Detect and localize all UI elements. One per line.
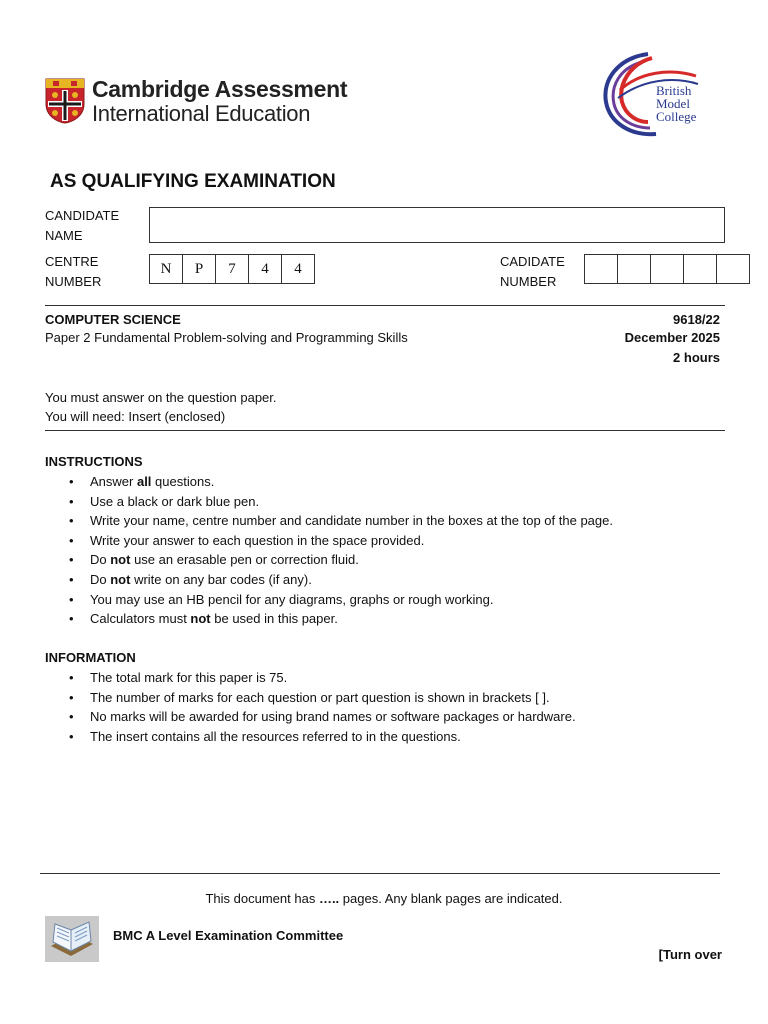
subject-name: COMPUTER SCIENCE <box>45 312 181 327</box>
information-list <box>45 668 576 746</box>
page-count-note: This document has ….. pages. Any blank pages are indicated. <box>205 891 563 906</box>
requirement-line: You will need: Insert (enclosed) <box>45 409 226 424</box>
centre-number-cell[interactable]: 4 <box>281 254 315 284</box>
candidate-name-label-line2: NAME <box>45 228 83 243</box>
centre-number-label <box>45 252 101 292</box>
divider <box>45 305 725 306</box>
candidate-name-label <box>45 206 119 246</box>
college-logo-line2: Model <box>656 96 690 111</box>
candidate-number-cell[interactable] <box>716 254 750 284</box>
centre-number-cell[interactable]: 4 <box>248 254 282 284</box>
list-item: • Answer all questions. <box>45 472 613 492</box>
list-item: • Write your name, centre number and candidate number in the boxes at the top of the page. <box>45 511 613 531</box>
college-logo-line3: College <box>656 109 697 124</box>
open-book-icon <box>45 916 99 962</box>
centre-number-label-line1: CENTRE <box>45 254 99 269</box>
list-item: • The number of marks for each question or part question is shown in brackets [ ]. <box>45 688 576 708</box>
college-logo-line1: British <box>656 83 692 98</box>
centre-number-boxes <box>149 254 315 284</box>
list-item: • Use a black or dark blue pen. <box>45 492 613 512</box>
list-item: • No marks will be awarded for using brand names or software packages or hardware. <box>45 707 576 727</box>
committee-name: BMC A Level Examination Committee <box>113 928 344 943</box>
centre-number-cell[interactable]: P <box>182 254 216 284</box>
turn-over-note: [Turn over <box>658 947 722 962</box>
candidate-number-label <box>500 252 565 292</box>
divider <box>45 430 725 431</box>
list-item: • Do not write on any bar codes (if any). <box>45 570 613 590</box>
candidate-number-cell[interactable] <box>584 254 618 284</box>
paper-code: 9618/22 <box>673 312 720 327</box>
footer-divider <box>40 873 720 874</box>
centre-number-cell[interactable]: N <box>149 254 183 284</box>
candidate-name-label-line1: CANDIDATE <box>45 208 120 223</box>
requirement-line: You must answer on the question paper. <box>45 390 277 405</box>
exam-duration: 2 hours <box>673 350 720 365</box>
candidate-number-cell[interactable] <box>650 254 684 284</box>
candidate-number-label-line2: NUMBER <box>500 274 557 289</box>
candidate-number-cell[interactable] <box>683 254 717 284</box>
list-item: • The total mark for this paper is 75. <box>45 668 576 688</box>
cambridge-crest-icon <box>45 78 85 124</box>
candidate-number-label-line1: CADIDATE <box>500 254 565 269</box>
list-item: • Calculators must not be used in this paper. <box>45 609 613 629</box>
british-model-college-logo <box>600 50 710 138</box>
exam-title: AS QUALIFYING EXAMINATION <box>50 171 336 192</box>
org-name-line1: Cambridge Assessment <box>92 76 348 102</box>
candidate-number-boxes <box>584 254 750 284</box>
candidate-name-field[interactable] <box>149 207 725 243</box>
paper-title: Paper 2 Fundamental Problem-solving and Programming Skills <box>45 330 408 345</box>
requirements <box>45 388 277 426</box>
information-heading: INFORMATION <box>45 650 136 665</box>
list-item: • You may use an HB pencil for any diagrams, graphs or rough working. <box>45 590 613 610</box>
org-name-line2: International Education <box>92 101 311 126</box>
exam-session: December 2025 <box>624 330 720 345</box>
list-item: • Do not use an erasable pen or correction fluid. <box>45 550 613 570</box>
centre-number-cell[interactable]: 7 <box>215 254 249 284</box>
instructions-list <box>45 472 613 629</box>
candidate-number-cell[interactable] <box>617 254 651 284</box>
centre-number-label-line2: NUMBER <box>45 274 102 289</box>
list-item: • Write your answer to each question in the space provided. <box>45 531 613 551</box>
list-item: • The insert contains all the resources referred to in the questions. <box>45 727 576 747</box>
instructions-heading: INSTRUCTIONS <box>45 454 143 469</box>
